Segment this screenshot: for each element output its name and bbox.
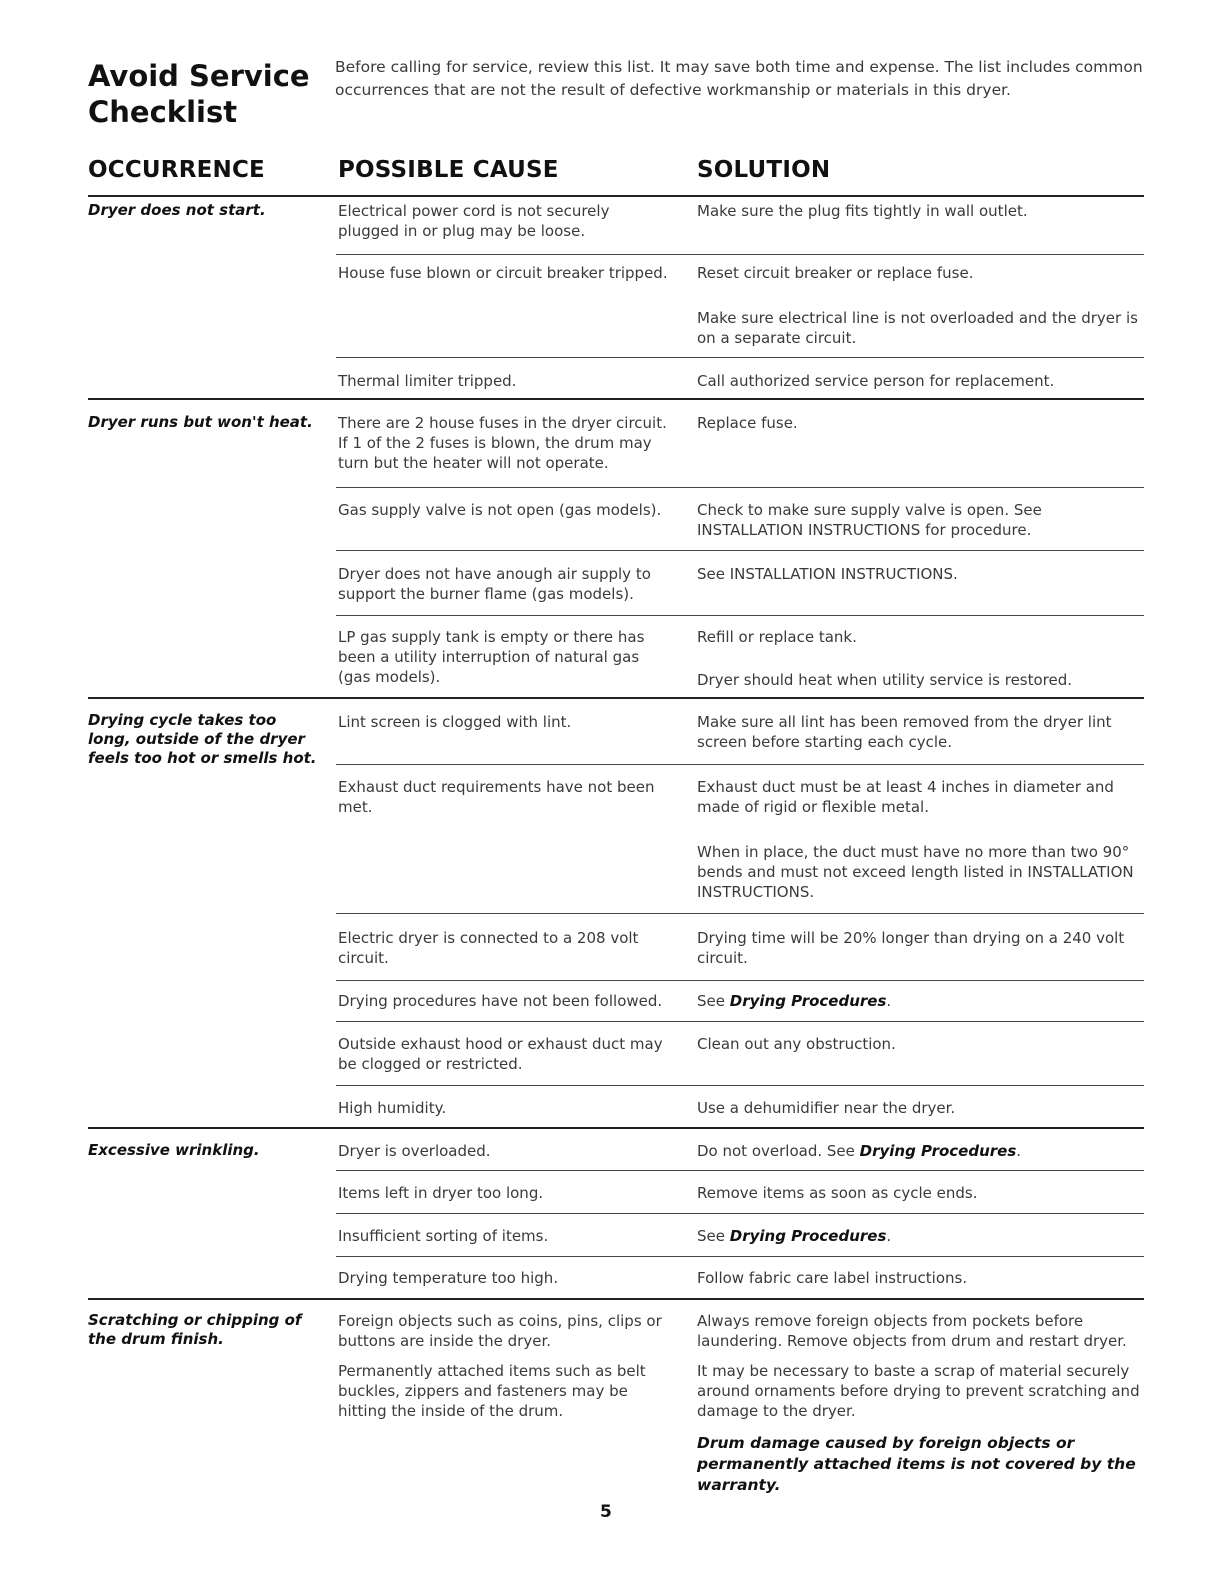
- cause-cell: House fuse blown or circuit breaker tripped.: [338, 264, 668, 282]
- row-divider: [336, 1213, 1144, 1214]
- solution-cell: Dryer should heat when utility service is restored.: [697, 671, 1073, 689]
- solution-cell: Make sure electrical line is not overloaded and the dryer is on a separate circuit.: [697, 309, 1138, 347]
- header-solution: SOLUTION: [697, 157, 831, 183]
- cause-cell: Drying procedures have not been followed.: [338, 992, 663, 1010]
- cause-cell: Dryer does not have anough air supply to support the burner flame (gas models).: [338, 565, 651, 603]
- solution-cell: Call authorized service person for replacement.: [697, 372, 1055, 390]
- cause-cell: LP gas supply tank is empty or there has been a utility interruption of natural gas (gas models).: [338, 628, 645, 686]
- cause-cell: Outside exhaust hood or exhaust duct may be clogged or restricted.: [338, 1035, 663, 1073]
- drying-procedures-reference: Drying Procedures: [729, 1227, 887, 1245]
- cause-cell: Items left in dryer too long.: [338, 1184, 544, 1202]
- solution-text: .: [886, 1227, 892, 1245]
- solution-cell: Refill or replace tank.: [697, 628, 857, 646]
- solution-text: Do not overload. See: [697, 1142, 860, 1160]
- title-line-2: Checklist: [88, 95, 238, 129]
- solution-cell: See INSTALLATION INSTRUCTIONS.: [697, 565, 958, 583]
- solution-cell: Always remove foreign objects from pockets before laundering. Remove objects from drum and restart dryer.: [697, 1312, 1127, 1350]
- group-divider: [88, 1127, 1144, 1129]
- solution-cell: When in place, the duct must have no more than two 90° bends and must not exceed length listed in INSTALLATION INSTRUCTIONS.: [697, 843, 1134, 901]
- header-rule: [88, 195, 1144, 197]
- row-divider: [336, 1021, 1144, 1022]
- solution-cell: Make sure the plug fits tightly in wall outlet.: [697, 202, 1028, 220]
- occurrence-drying-too-long: Drying cycle takes too long, outside of the dryer feels too hot or smells hot.: [88, 711, 317, 767]
- solution-cell: [697, 1141, 1147, 1161]
- row-divider: [336, 1256, 1144, 1257]
- cause-cell: Dryer is overloaded.: [338, 1142, 491, 1160]
- solution-cell: Exhaust duct must be at least 4 inches in diameter and made of rigid or flexible metal.: [697, 778, 1114, 816]
- row-divider: [336, 913, 1144, 914]
- row-divider: [336, 764, 1144, 765]
- cause-cell: High humidity.: [338, 1099, 447, 1117]
- solution-cell: It may be necessary to baste a scrap of material securely around ornaments before drying to prevent scratching and damage to the dryer.: [697, 1362, 1140, 1420]
- group-divider: [88, 697, 1144, 699]
- solution-text: See: [697, 992, 730, 1010]
- drying-procedures-reference: Drying Procedures: [729, 992, 887, 1010]
- group-divider: [88, 398, 1144, 400]
- cause-cell: Permanently attached items such as belt buckles, zippers and fasteners may be hitting the inside of the drum.: [338, 1362, 646, 1420]
- page-title: [88, 58, 310, 130]
- cause-cell: Exhaust duct requirements have not been met.: [338, 778, 655, 816]
- cause-cell: Gas supply valve is not open (gas models).: [338, 501, 662, 519]
- header-occurrence: OCCURRENCE: [88, 157, 265, 183]
- solution-cell: Check to make sure supply valve is open. See INSTALLATION INSTRUCTIONS for procedure.: [697, 501, 1042, 539]
- solution-cell: Reset circuit breaker or replace fuse.: [697, 264, 974, 282]
- cause-cell: Electric dryer is connected to a 208 volt circuit.: [338, 929, 639, 967]
- occurrence-scratching-drum: Scratching or chipping of the drum finish.: [88, 1311, 302, 1348]
- drying-procedures-reference: Drying Procedures: [859, 1142, 1017, 1160]
- cause-cell: Electrical power cord is not securely plugged in or plug may be loose.: [338, 202, 610, 240]
- row-divider: [336, 487, 1144, 488]
- solution-text: .: [886, 992, 892, 1010]
- row-divider: [336, 254, 1144, 255]
- intro-paragraph: Before calling for service, review this list. It may save both time and expense. The list includes common occurrences that are not the result of defective workmanship or materials in this dryer.: [335, 58, 1143, 99]
- cause-cell: Lint screen is clogged with lint.: [338, 713, 572, 731]
- occurrence-dryer-does-not-start: Dryer does not start.: [88, 201, 266, 219]
- solution-cell: Follow fabric care label instructions.: [697, 1269, 968, 1287]
- cause-cell: Foreign objects such as coins, pins, clips or buttons are inside the dryer.: [338, 1312, 662, 1350]
- solution-cell: Use a dehumidifier near the dryer.: [697, 1099, 956, 1117]
- solution-cell: [697, 991, 1147, 1011]
- warranty-warning: Drum damage caused by foreign objects or permanently attached items is not covered by the warranty.: [697, 1434, 1136, 1494]
- cause-cell: Drying temperature too high.: [338, 1269, 559, 1287]
- row-divider: [336, 1170, 1144, 1171]
- page-number: 5: [600, 1502, 612, 1522]
- row-divider: [336, 615, 1144, 616]
- header-possible-cause: POSSIBLE CAUSE: [338, 157, 559, 183]
- group-divider: [88, 1298, 1144, 1300]
- cause-cell: Insufficient sorting of items.: [338, 1227, 549, 1245]
- solution-cell: Drying time will be 20% longer than drying on a 240 volt circuit.: [697, 929, 1125, 967]
- title-line-1: Avoid Service: [88, 59, 310, 93]
- occurrence-runs-but-no-heat: Dryer runs but won't heat.: [88, 413, 313, 431]
- occurrence-excessive-wrinkling: Excessive wrinkling.: [88, 1141, 260, 1159]
- cause-cell: There are 2 house fuses in the dryer circuit. If 1 of the 2 fuses is blown, the drum may turn but the heater will not operate.: [338, 414, 667, 472]
- solution-cell: Remove items as soon as cycle ends.: [697, 1184, 978, 1202]
- solution-cell: [697, 1226, 1147, 1246]
- row-divider: [336, 1085, 1144, 1086]
- row-divider: [336, 980, 1144, 981]
- solution-cell: Clean out any obstruction.: [697, 1035, 896, 1053]
- solution-text: See: [697, 1227, 730, 1245]
- solution-text: .: [1016, 1142, 1022, 1160]
- row-divider: [336, 550, 1144, 551]
- row-divider: [336, 357, 1144, 358]
- solution-cell: Replace fuse.: [697, 414, 798, 432]
- solution-cell: Make sure all lint has been removed from the dryer lint screen before starting each cycle.: [697, 713, 1112, 751]
- cause-cell: Thermal limiter tripped.: [338, 372, 517, 390]
